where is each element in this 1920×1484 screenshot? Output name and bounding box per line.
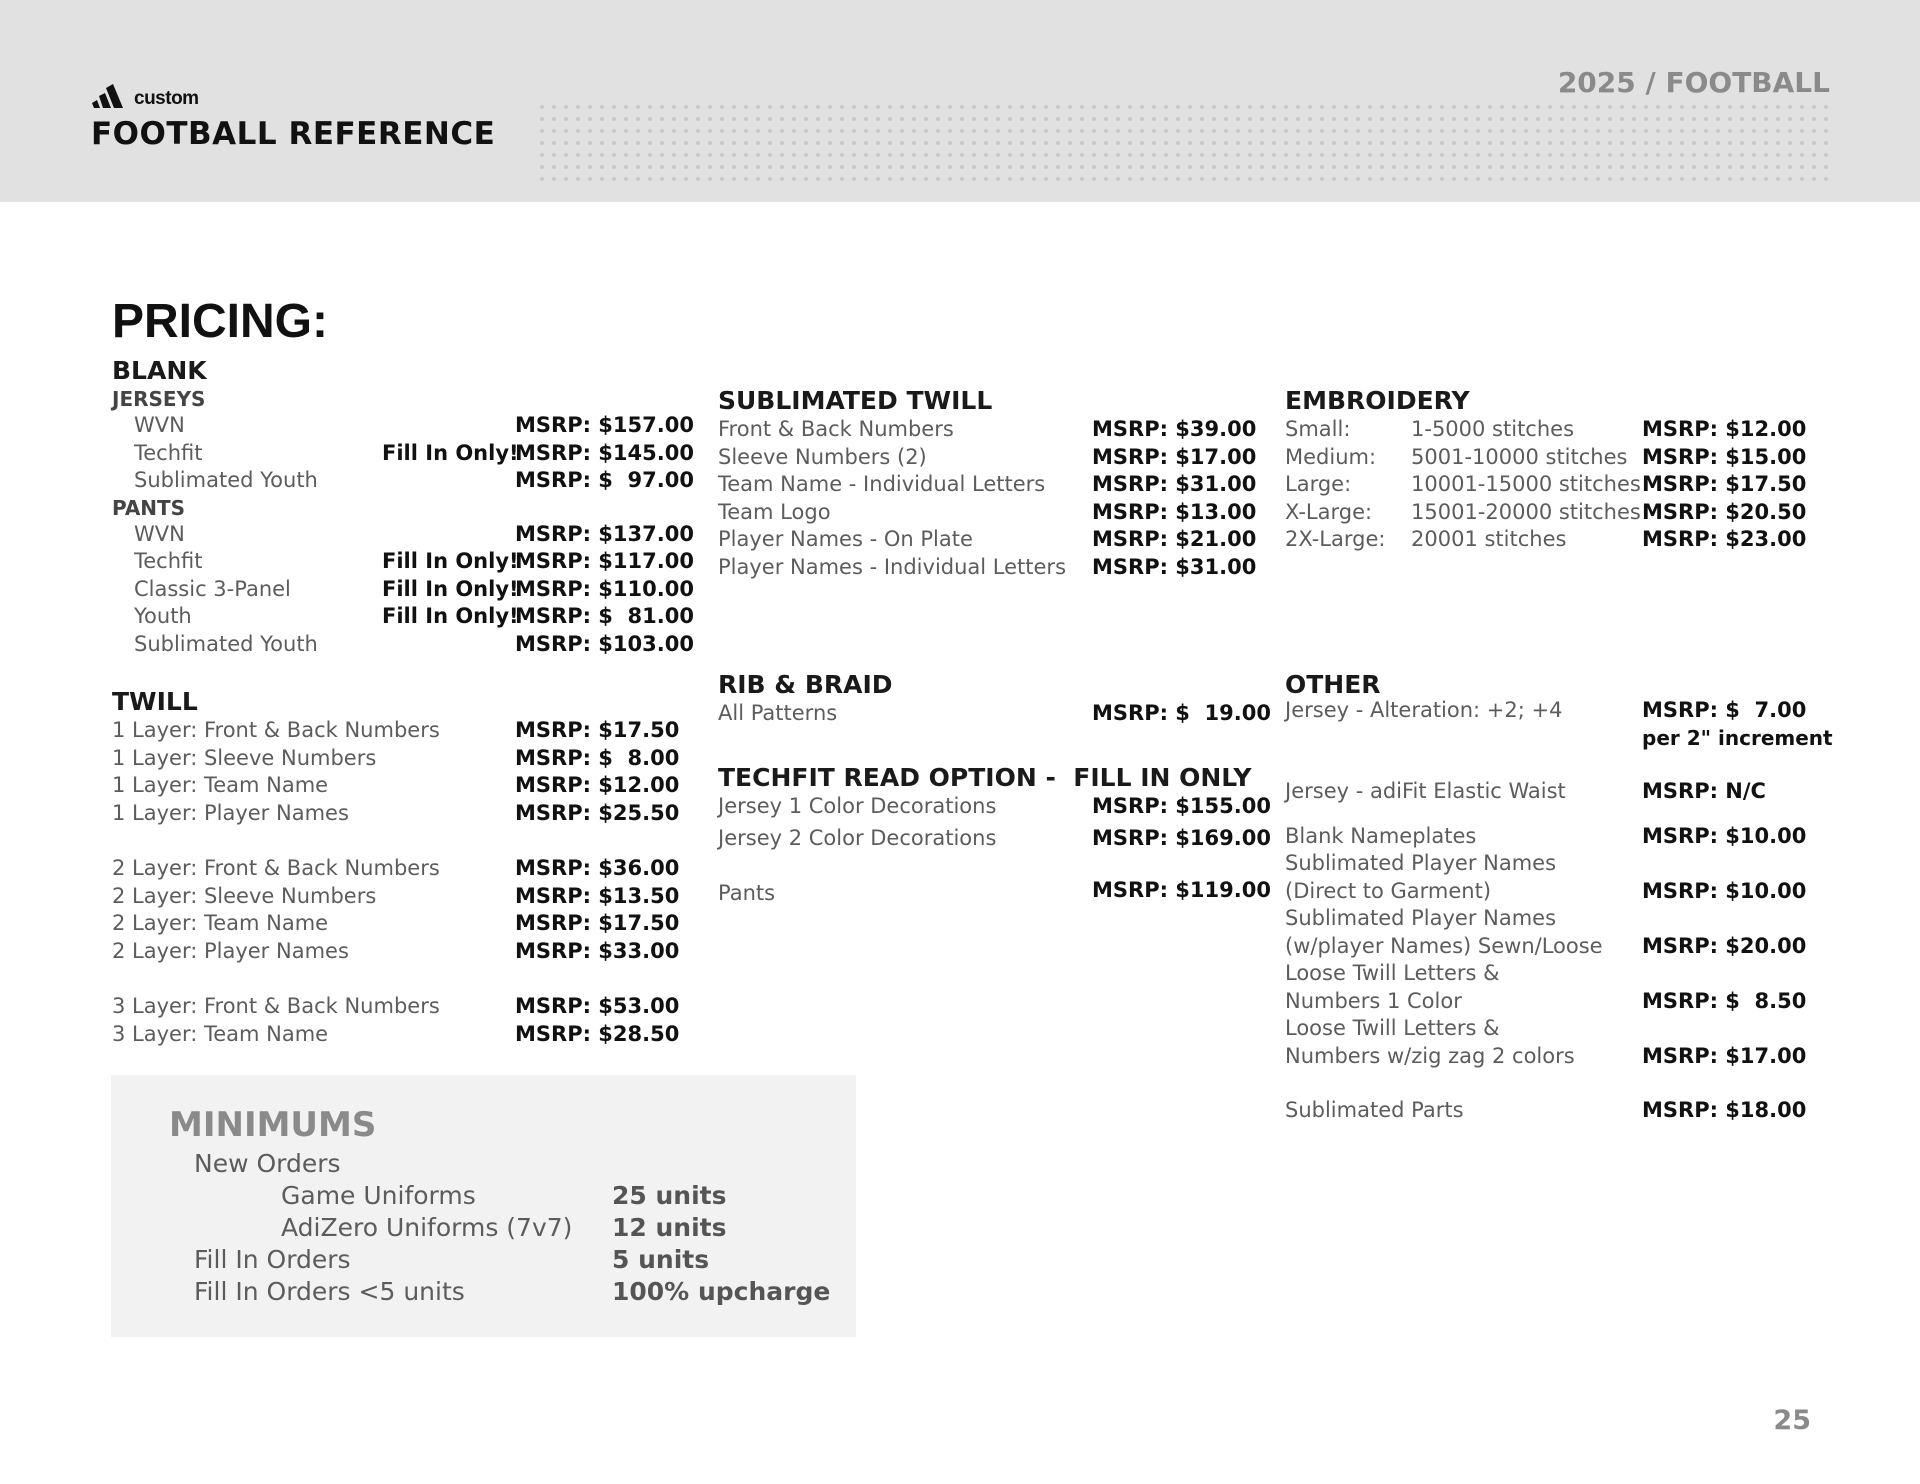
price-row (1285, 444, 1845, 472)
item-price: MSRP: $13.50 (515, 883, 680, 908)
item-price: MSRP: $39.00 (1092, 417, 1257, 441)
item-price: MSRP: $110.00 (515, 576, 694, 601)
adizero-uniforms-label: AdiZero Uniforms (7v7) (281, 1213, 573, 1242)
price-row (1285, 526, 1845, 554)
price-row (1285, 988, 1845, 1016)
item-price: MSRP: $17.50 (1642, 472, 1807, 496)
item-label: (w/player Names) Sewn/Loose (1285, 933, 1603, 958)
price-row (112, 855, 692, 883)
price-row (1285, 1015, 1845, 1043)
page-header (0, 0, 1920, 202)
sublimated-twill-title: SUBLIMATED TWILL (718, 386, 993, 415)
other-section (1285, 670, 1845, 1125)
document-title: FOOTBALL REFERENCE (91, 116, 496, 152)
item-price: MSRP: $12.00 (515, 773, 680, 797)
embroidery-title: EMBROIDERY (1285, 386, 1470, 415)
price-row (718, 825, 1278, 853)
price-row (1285, 905, 1845, 933)
price-row (112, 631, 692, 659)
logo-wordmark: custom (134, 88, 199, 109)
stitch-range: 20001 stitches (1411, 527, 1567, 551)
item-label: Numbers 1 Color (1285, 988, 1462, 1013)
item-label: 1 Layer: Front & Back Numbers (112, 718, 440, 742)
price-row (1285, 471, 1845, 499)
size-label: Small: (1285, 417, 1351, 441)
pants-subtitle: PANTS (112, 495, 186, 520)
item-price: MSRP: $ 8.50 (1642, 988, 1807, 1013)
item-price: MSRP: $20.50 (1642, 499, 1807, 524)
year-category-tag: 2025 / FOOTBALL (1557, 66, 1830, 99)
item-price: MSRP: $31.00 (1092, 554, 1257, 579)
fill-in-note: Fill In Only! (382, 576, 519, 601)
other-title: OTHER (1285, 670, 1381, 699)
stitch-range: 10001-15000 stitches (1411, 472, 1641, 496)
size-label: Large: (1285, 472, 1352, 496)
price-row (112, 717, 692, 745)
item-price: MSRP: $ 7.00 (1642, 698, 1807, 722)
item-label: Player Names - On Plate (718, 527, 973, 551)
item-price: MSRP: $117.00 (515, 549, 694, 573)
item-label: Youth (134, 604, 192, 628)
stitch-range: 5001-10000 stitches (1411, 444, 1628, 469)
item-price: MSRP: $145.00 (515, 440, 694, 465)
price-row (1285, 499, 1845, 527)
item-price: MSRP: $18.00 (1642, 1098, 1807, 1122)
price-row (112, 772, 692, 800)
blank-section (112, 356, 692, 658)
item-price: MSRP: $137.00 (515, 521, 694, 546)
price-row (112, 745, 692, 773)
fill-in-note: Fill In Only! (382, 440, 519, 465)
stitch-range: 1-5000 stitches (1411, 417, 1575, 441)
price-row (1285, 778, 1845, 806)
item-price: MSRP: $13.00 (1092, 499, 1257, 524)
item-price: MSRP: $33.00 (515, 938, 680, 963)
adidas-logo-icon (92, 82, 132, 108)
item-price: MSRP: $ 8.00 (515, 745, 680, 770)
price-row (112, 412, 692, 440)
price-row (112, 993, 692, 1021)
item-label: 1 Layer: Team Name (112, 773, 329, 797)
size-label: 2X-Large: (1285, 527, 1386, 551)
item-label: Sublimated Parts (1285, 1098, 1464, 1122)
item-price: MSRP: $20.00 (1642, 933, 1807, 958)
item-label: 2 Layer: Player Names (112, 938, 349, 963)
price-row (718, 793, 1278, 821)
item-label: 2 Layer: Front & Back Numbers (112, 856, 440, 880)
dot-pattern-decoration (536, 101, 1832, 183)
fill-in-note: Fill In Only! (382, 604, 519, 628)
item-label: Sublimated Youth (134, 468, 318, 492)
item-price: MSRP: $17.50 (515, 911, 680, 935)
twill-section (112, 687, 692, 1048)
price-row (718, 526, 1258, 554)
blank-title: BLANK (112, 356, 207, 385)
item-label: Front & Back Numbers (718, 417, 954, 441)
price-note-row (1285, 725, 1845, 753)
adidas-custom-logo (92, 82, 199, 108)
sublimated-twill-section (718, 386, 1258, 581)
size-label: Medium: (1285, 444, 1377, 469)
price-row (718, 471, 1258, 499)
game-uniforms-label: Game Uniforms (281, 1181, 476, 1210)
item-price: MSRP: $23.00 (1642, 527, 1807, 551)
item-label: Sublimated Player Names (1285, 851, 1557, 875)
price-row (112, 800, 692, 828)
fill-in-orders-label: Fill In Orders (194, 1245, 351, 1274)
item-price: MSRP: $15.00 (1642, 444, 1807, 469)
item-price: MSRP: $155.00 (1092, 794, 1271, 818)
price-row (1285, 878, 1845, 906)
price-row (112, 521, 692, 549)
item-label: 2 Layer: Team Name (112, 911, 329, 935)
fill-in-note: Fill In Only! (382, 549, 519, 573)
fill-in-under5-value: 100% upcharge (612, 1277, 831, 1306)
price-row (112, 910, 692, 938)
embroidery-section (1285, 386, 1845, 554)
item-price: MSRP: $ 81.00 (515, 604, 694, 628)
fill-in-orders-value: 5 units (612, 1245, 710, 1274)
item-label: 1 Layer: Player Names (112, 800, 349, 825)
item-price: MSRP: $103.00 (515, 631, 694, 656)
item-label: Techfit (134, 440, 203, 465)
minimums-box (111, 1075, 856, 1337)
new-orders-label: New Orders (194, 1149, 341, 1178)
item-price: MSRP: $119.00 (1092, 878, 1271, 902)
item-label: Jersey 1 Color Decorations (718, 794, 997, 818)
increment-note: per 2" increment (1642, 725, 1833, 750)
item-price: MSRP: $10.00 (1642, 823, 1807, 848)
price-row (718, 416, 1258, 444)
item-label: Sublimated Player Names (1285, 906, 1557, 930)
item-label: WVN (134, 521, 185, 546)
item-label: Numbers w/zig zag 2 colors (1285, 1043, 1575, 1068)
item-label: Classic 3-Panel (134, 576, 291, 601)
item-price: MSRP: $ 19.00 (1092, 701, 1271, 725)
price-row (112, 576, 692, 604)
item-label: 2 Layer: Sleeve Numbers (112, 883, 377, 908)
price-row (1285, 823, 1845, 851)
item-label: Sublimated Youth (134, 631, 318, 656)
item-label: Team Name - Individual Letters (718, 472, 1046, 496)
rib-braid-section (718, 670, 1271, 728)
item-label: Jersey - Alteration: +2; +4 (1285, 698, 1563, 722)
item-price: MSRP: $12.00 (1642, 417, 1807, 441)
stitch-range: 15001-20000 stitches (1411, 499, 1641, 524)
item-label: 3 Layer: Team Name (112, 1021, 329, 1046)
pricing-heading: PRICING: (112, 295, 328, 348)
twill-title: TWILL (112, 687, 198, 716)
item-price: MSRP: $25.50 (515, 800, 680, 825)
item-label: WVN (134, 413, 185, 437)
adizero-uniforms-value: 12 units (612, 1213, 727, 1242)
price-row (112, 467, 692, 495)
price-row (718, 877, 1278, 905)
price-row (112, 440, 692, 468)
item-label: Team Logo (718, 499, 831, 524)
item-label: Player Names - Individual Letters (718, 554, 1067, 579)
item-label: Jersey - adiFit Elastic Waist (1285, 779, 1566, 803)
page-number: 25 (1773, 1405, 1811, 1436)
item-price: MSRP: $10.00 (1642, 878, 1807, 903)
item-label: 1 Layer: Sleeve Numbers (112, 745, 377, 770)
item-label: Blank Nameplates (1285, 823, 1477, 848)
minimums-title: MINIMUMS (169, 1105, 377, 1145)
price-row (1285, 960, 1845, 988)
price-row (718, 499, 1258, 527)
price-row (1285, 416, 1845, 444)
techfit-read-title: TECHFIT READ OPTION - FILL IN ONLY (718, 763, 1252, 792)
price-row (1285, 933, 1845, 961)
item-price: MSRP: $53.00 (515, 994, 680, 1018)
item-label: Techfit (134, 549, 203, 573)
item-price: MSRP: $36.00 (515, 856, 680, 880)
game-uniforms-value: 25 units (612, 1181, 727, 1210)
item-label: Loose Twill Letters & (1285, 961, 1500, 985)
rib-braid-title: RIB & BRAID (718, 670, 893, 699)
price-row (112, 548, 692, 576)
price-row (1285, 850, 1845, 878)
price-row (1285, 1097, 1845, 1125)
item-label: 3 Layer: Front & Back Numbers (112, 994, 440, 1018)
item-price: MSRP: $28.50 (515, 1021, 680, 1046)
price-row (112, 938, 692, 966)
price-row (112, 883, 692, 911)
fill-in-under5-label: Fill In Orders <5 units (194, 1277, 465, 1306)
price-row (718, 700, 1271, 728)
item-label: Jersey 2 Color Decorations (718, 825, 997, 850)
item-price: MSRP: $ 97.00 (515, 468, 694, 492)
item-price: MSRP: $21.00 (1092, 527, 1257, 551)
price-row (112, 1021, 692, 1049)
size-label: X-Large: (1285, 499, 1373, 524)
jerseys-subtitle: JERSEYS (112, 387, 206, 411)
item-label: All Patterns (718, 701, 838, 725)
item-price: MSRP: $157.00 (515, 413, 694, 437)
item-label: Sleeve Numbers (2) (718, 444, 927, 469)
item-price: MSRP: $17.50 (515, 718, 680, 742)
item-price: MSRP: $169.00 (1092, 825, 1271, 850)
price-row (112, 603, 692, 631)
techfit-read-section (718, 763, 1278, 905)
price-row (1285, 697, 1845, 725)
item-price: MSRP: $31.00 (1092, 472, 1257, 496)
price-row (718, 554, 1258, 582)
item-label: Pants (718, 881, 776, 905)
item-price: MSRP: $17.00 (1092, 444, 1257, 469)
item-label: Loose Twill Letters & (1285, 1016, 1500, 1040)
price-row (718, 444, 1258, 472)
item-price: MSRP: $17.00 (1642, 1043, 1807, 1068)
item-label: (Direct to Garment) (1285, 878, 1492, 903)
price-row (1285, 1043, 1845, 1071)
item-price: MSRP: N/C (1642, 779, 1766, 803)
